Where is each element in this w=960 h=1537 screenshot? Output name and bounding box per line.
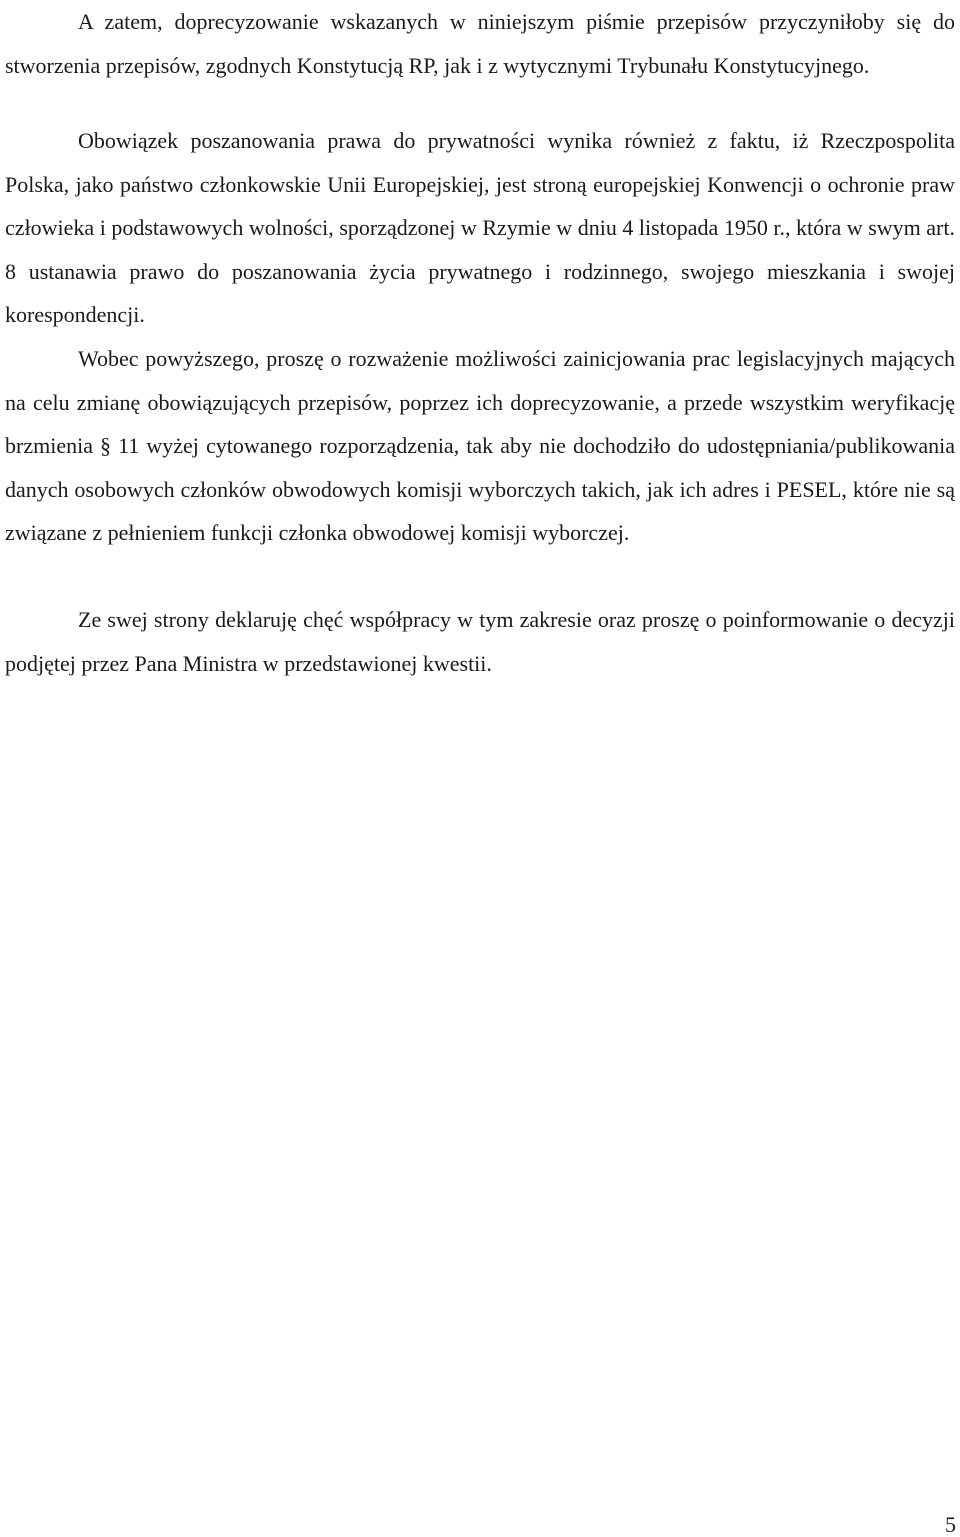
paragraph-conclusion: A zatem, doprecyzowanie wskazanych w niniejszym piśmie przepisów przyczyniłoby się do stworzenia przepisów, zgodnych Konstytucją RP, jak i z wytycznymi Trybunału Konstytucyjnego. <box>5 9 955 78</box>
paragraph-privacy-obligation: Obowiązek poszanowania prawa do prywatności wynika również z faktu, iż Rzeczpospolita Polska, jako państwo członkowskie Unii Europejskiej, jest stroną europejskiej Konwencji o ochronie praw człowieka i podstawowych wolności, sporządzonej w Rzymie w dniu 4 listopada 1950 r., która w swym art. 8 ustanawia prawo do poszanowania życia prywatnego i rodzinnego, swojego mieszkania i swojej korespondencji. <box>5 128 955 328</box>
paragraph-closing: Ze swej strony deklaruję chęć współpracy w tym zakresie oraz proszę o poinformowanie o decyzji podjętej przez Pana Ministra w przedstawionej kwestii. <box>5 607 955 676</box>
page-number: 5 <box>945 1512 956 1537</box>
paragraph-request: Wobec powyższego, proszę o rozważenie możliwości zainicjowania prac legislacyjnych mających na celu zmianę obowiązujących przepisów, poprzez ich doprecyzowanie, a przede wszystkim weryfikację brzmienia § 11 wyżej cytowanego rozporządzenia, tak aby nie dochodziło do udostępniania/publikowania danych osobowych członków obwodowych komisji wyborczych takich, jak ich adres i PESEL, które nie są związane z pełnieniem funkcji członka obwodowej komisji wyborczej. <box>5 346 955 546</box>
